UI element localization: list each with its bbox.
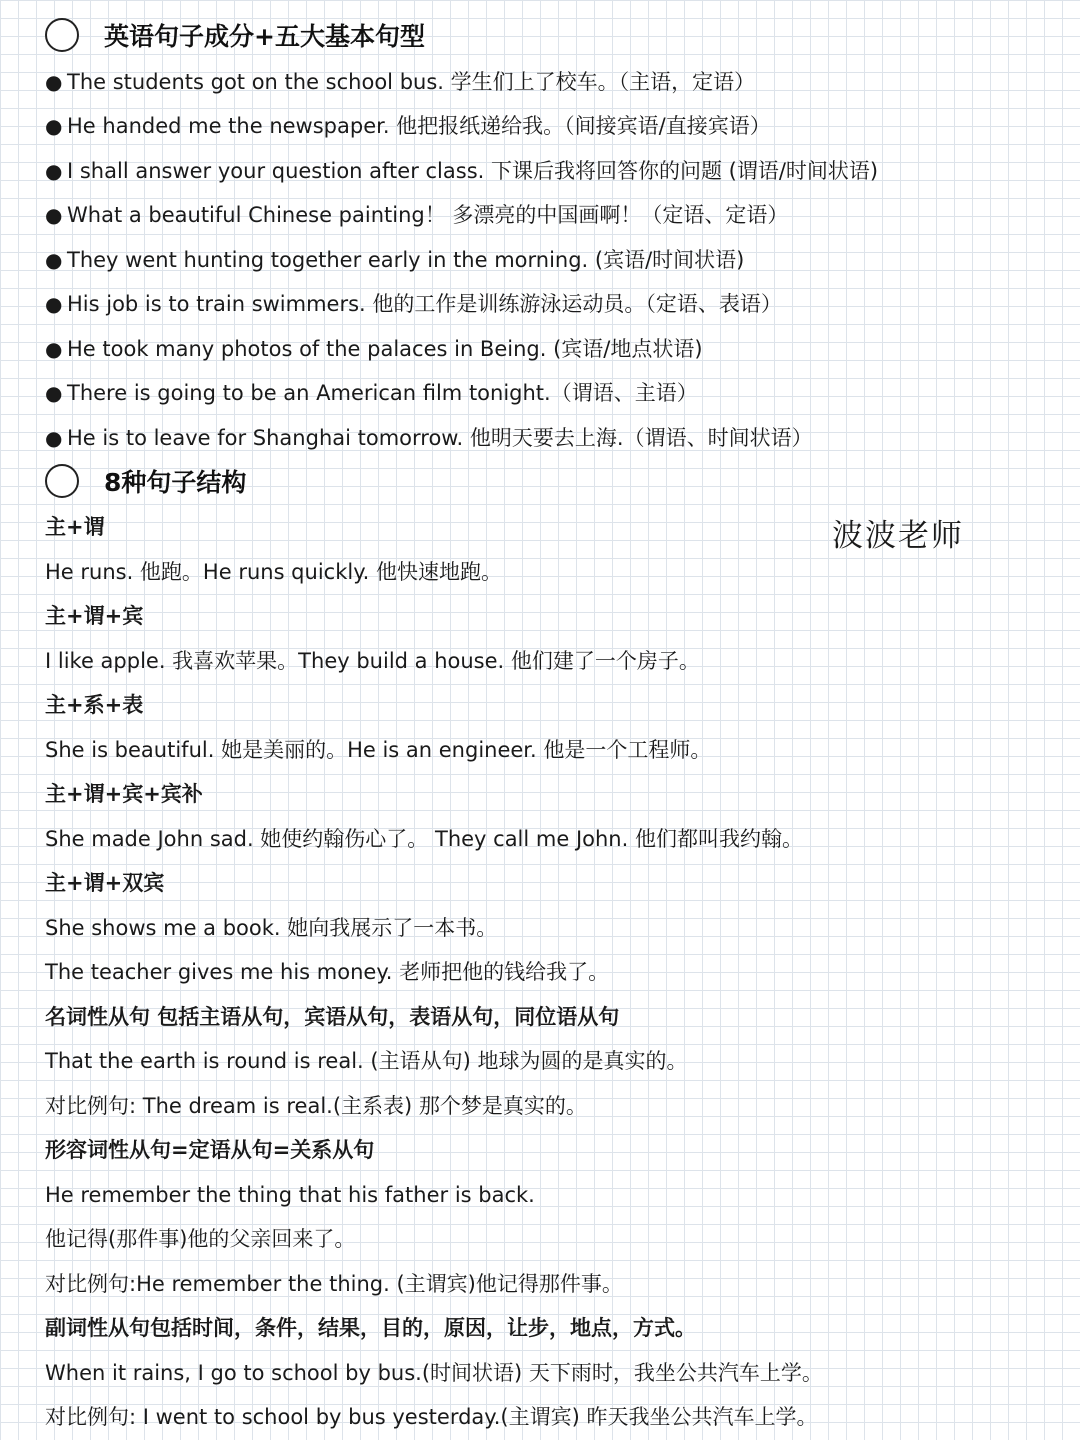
structure-label: 名词性从句 包括主语从句，宾语从句，表语从句，同位语从句	[45, 1005, 620, 1029]
handwritten-signature: 波波老师	[832, 518, 964, 554]
section-title: 8种句子结构	[104, 468, 247, 497]
bullet-icon: ●	[45, 381, 63, 405]
list-item: ● He handed me the newspaper. 他把报纸递给我。（间接宾语/直接宾语）	[45, 111, 771, 141]
bullet-icon: ●	[45, 159, 63, 183]
list-item: ● His job is to train swimmers. 他的工作是训练游泳运动员。（定语、表语）	[45, 289, 782, 319]
bullet-icon: ●	[45, 203, 63, 227]
list-item: ● He took many photos of the palaces in Being. (宾语/地点状语)	[45, 334, 703, 364]
example-line: 对比例句: I went to school by bus yesterday.(主谓宾) 昨天我坐公共汽车上学。	[45, 1405, 818, 1429]
bullet-icon: ●	[45, 248, 63, 272]
example-line: She made John sad. 她使约翰伤心了。 They call me John. 他们都叫我约翰。	[45, 827, 803, 851]
structure-label: 主+谓+宾	[45, 604, 144, 628]
structure-label: 主+谓+双宾	[45, 871, 165, 895]
bullet-icon: ●	[45, 70, 63, 94]
list-item: ● The students got on the school bus. 学生们上了校车。（主语，定语）	[45, 67, 755, 97]
structure-label: 主+谓+宾+宾补	[45, 782, 203, 806]
example-line: 他记得(那件事)他的父亲回来了。	[45, 1227, 356, 1251]
bullet-icon: ●	[45, 426, 63, 450]
list-item: ● What a beautiful Chinese painting！ 多漂亮的中国画啊！（定语、定语）	[45, 200, 788, 230]
example-line: When it rains, I go to school by bus.(时间状语) 天下雨时，我坐公共汽车上学。	[45, 1361, 823, 1385]
example-line: He runs. 他跑。He runs quickly. 他快速地跑。	[45, 560, 502, 584]
checkbox-circle-icon	[45, 18, 79, 52]
example-line: That the earth is round is real. (主语从句) 地球为圆的是真实的。	[45, 1049, 688, 1073]
example-line: 对比例句: The dream is real.(主系表) 那个梦是真实的。	[45, 1094, 587, 1118]
section-title: 英语句子成分+五大基本句型	[104, 22, 425, 51]
bullet-icon: ●	[45, 114, 63, 138]
structure-label: 副词性从句包括时间，条件，结果，目的，原因，让步，地点，方式。	[45, 1316, 696, 1340]
example-line: The teacher gives me his money. 老师把他的钱给我了。	[45, 960, 610, 984]
bullet-icon: ●	[45, 337, 63, 361]
bullet-icon: ●	[45, 292, 63, 316]
example-line: She shows me a book. 她向我展示了一本书。	[45, 916, 498, 940]
checkbox-circle-icon	[45, 464, 79, 498]
structure-label: 形容词性从句=定语从句=关系从句	[45, 1138, 375, 1162]
list-item: ● They went hunting together early in the morning. (宾语/时间状语)	[45, 245, 744, 275]
section-heading-sentence-components	[45, 15, 425, 55]
list-item: ● He is to leave for Shanghai tomorrow. 他明天要去上海.（谓语、时间状语）	[45, 423, 813, 453]
structure-label: 主+系+表	[45, 693, 144, 717]
list-item: ● I shall answer your question after class. 下课后我将回答你的问题 (谓语/时间状语)	[45, 156, 878, 186]
example-line: I like apple. 我喜欢苹果。They build a house. 他们建了一个房子。	[45, 649, 700, 673]
example-line: He remember the thing that his father is back.	[45, 1183, 535, 1207]
structure-label: 主+谓	[45, 515, 105, 539]
example-line: 对比例句:He remember the thing. (主谓宾)他记得那件事。	[45, 1272, 623, 1296]
example-line: She is beautiful. 她是美丽的。He is an engineer. 他是一个工程师。	[45, 738, 712, 762]
list-item: ● There is going to be an American film tonight.（谓语、主语）	[45, 378, 698, 408]
section-heading-sentence-structures	[45, 461, 246, 501]
